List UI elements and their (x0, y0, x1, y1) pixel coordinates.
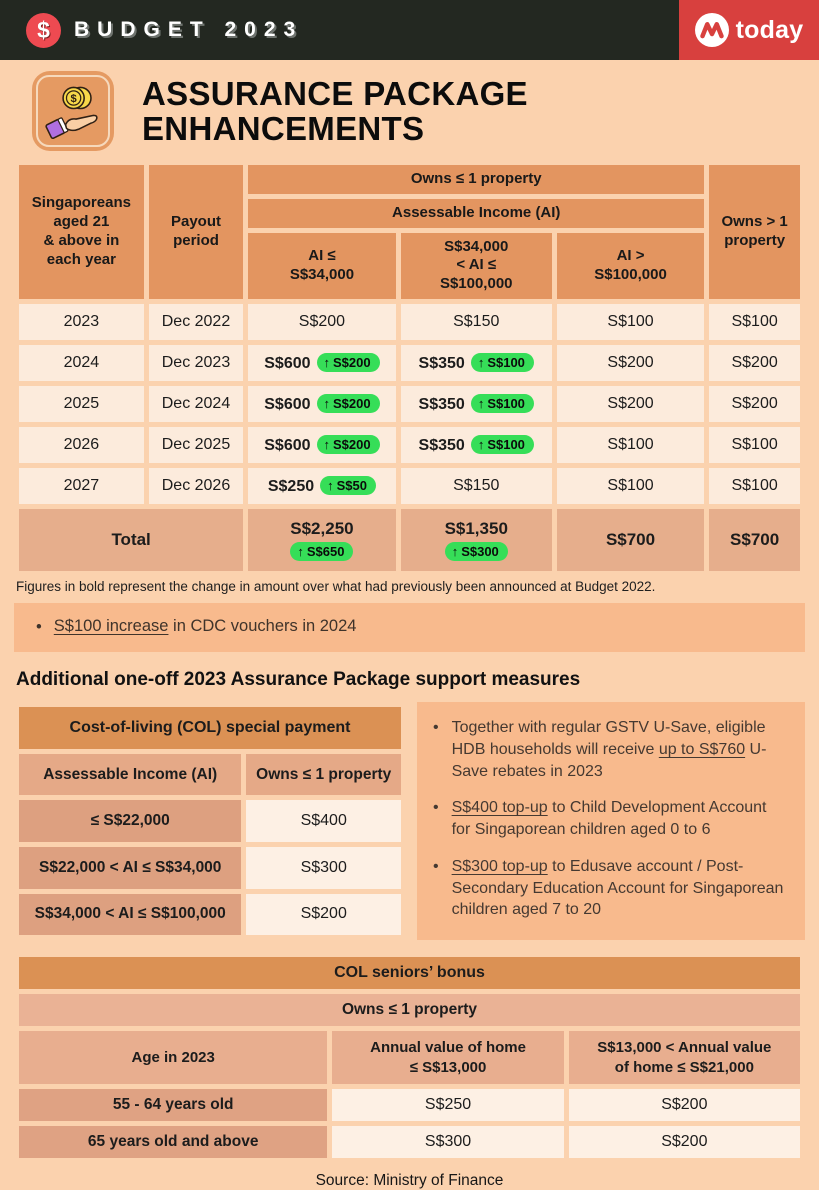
list-item: • Together with regular GSTV U-Save, eligible HDB households will receive up to S$760 U-Save rebates in 2023 (433, 717, 787, 782)
table-row-2024 (19, 345, 800, 381)
increase-pill: ↑ S$200 (317, 435, 380, 454)
amount-cell: S$250 (332, 1089, 563, 1121)
increase-pill: ↑ S$200 (317, 353, 380, 372)
payout-cell: Dec 2026 (149, 468, 244, 504)
col-header-annual-value-high: S$13,000 < Annual value of home ≤ S$21,000 (569, 1031, 800, 1084)
income-band-cell: S$22,000 < AI ≤ S$34,000 (19, 847, 241, 889)
mediacorp-icon (695, 13, 729, 47)
amount-cell: S$100 (557, 427, 704, 463)
year-cell: 2023 (19, 304, 144, 340)
amount-cell: S$200 (557, 386, 704, 422)
assurance-payout-table (14, 160, 805, 576)
col-special-payment-table (14, 702, 406, 940)
bold-figures-note: Figures in bold represent the change in amount over what had previously been announced at Budget 2022. (16, 578, 656, 594)
increase-pill: ↑ S$650 (290, 542, 353, 561)
amount-cell: S$300 (332, 1126, 563, 1158)
source-attribution: Source: Ministry of Finance (315, 1172, 504, 1190)
table-row (19, 894, 401, 936)
amount-cell: S$150 (401, 468, 552, 504)
payout-cell: Dec 2025 (149, 427, 244, 463)
arrow-up-icon: ↑ (323, 354, 331, 370)
amount-cell: S$600 ↑ S$200 (248, 386, 395, 422)
cdc-highlight: S$100 increase (53, 617, 169, 636)
table-row (19, 800, 401, 842)
arrow-up-icon: ↑ (323, 395, 331, 411)
list-item: • S$300 top-up to Edusave account / Post-Secondary Education Account for Singaporean children aged 7 to 20 (433, 856, 787, 921)
col-header-owns-le1-property: Owns ≤ 1 property (248, 165, 704, 194)
arrow-up-icon: ↑ (297, 543, 304, 559)
today-logo-text: today (735, 15, 804, 44)
amount-cell: S$200 (248, 304, 395, 340)
col-header-assessable-income: Assessable Income (AI) (19, 754, 241, 796)
amount-cell: S$200 (569, 1089, 800, 1121)
support-bullets-panel (417, 702, 805, 940)
amount-cell: S$600 ↑ S$200 (248, 427, 395, 463)
col-header-ai-high: AI > S$100,000 (557, 233, 704, 299)
amount-cell: S$100 (709, 427, 800, 463)
col-header-owns-gt1-property: Owns > 1 property (709, 165, 800, 299)
col-table-title: Cost-of-living (COL) special payment (19, 707, 401, 749)
bullet-marker: • (433, 719, 439, 737)
amount-cell: S$350 ↑ S$100 (401, 386, 552, 422)
hero-section (0, 60, 819, 160)
page-title (142, 76, 528, 147)
dollar-glyph: $ (37, 16, 50, 43)
today-logo (679, 0, 819, 60)
amount-cell: S$100 (557, 468, 704, 504)
increase-pill: ↑ S$100 (471, 353, 534, 372)
arrow-up-icon: ↑ (451, 543, 459, 559)
col-header-age: Age in 2023 (19, 1031, 327, 1084)
table-row-2027 (19, 468, 800, 504)
income-band-cell: ≤ S$22,000 (19, 800, 241, 842)
cdc-voucher-callout: • S$100 increase in CDC vouchers in 2024 (14, 603, 805, 652)
bullet-marker: • (433, 857, 439, 875)
dollar-icon (26, 13, 61, 48)
year-cell: 2026 (19, 427, 144, 463)
seniors-owns-le1-band: Owns ≤ 1 property (19, 994, 800, 1026)
age-band-cell: 55 - 64 years old (19, 1089, 327, 1121)
age-band-cell: 65 years old and above (19, 1126, 327, 1158)
arrow-up-icon: ↑ (327, 477, 334, 493)
payout-cell: Dec 2023 (149, 345, 244, 381)
col-header-assessable-income: Assessable Income (AI) (248, 199, 704, 228)
total-amount-cell: S$2,250 ↑ S$650 (248, 509, 395, 571)
table-row (19, 1089, 800, 1121)
col-header-owns-le1: Owns ≤ 1 property (246, 754, 401, 796)
svg-text:$: $ (70, 93, 77, 106)
coin-in-hand-icon (32, 71, 114, 151)
amount-cell: S$250 ↑ S$50 (248, 468, 395, 504)
payout-cell: Dec 2024 (149, 386, 244, 422)
support-measures-section (14, 702, 805, 940)
increase-pill: ↑ S$100 (471, 435, 534, 454)
table-row-total (19, 509, 800, 571)
amount-cell: S$350 ↑ S$100 (401, 345, 552, 381)
total-amount-cell: S$700 (557, 509, 704, 571)
income-band-cell: S$34,000 < AI ≤ S$100,000 (19, 894, 241, 936)
increase-pill: ↑ S$50 (320, 476, 376, 495)
amount-cell: S$100 (557, 304, 704, 340)
page-title-line2: ENHANCEMENTS (142, 110, 425, 147)
amount-cell: S$100 (709, 468, 800, 504)
total-amount-cell: S$700 (709, 509, 800, 571)
table-row-2025 (19, 386, 800, 422)
table-row (19, 1126, 800, 1158)
bullet-marker: • (36, 617, 42, 636)
amount-cell: S$200 (569, 1126, 800, 1158)
top-bar (0, 0, 819, 60)
amount-cell: S$600 ↑ S$200 (248, 345, 395, 381)
section-heading: Additional one-off 2023 Assurance Package support measures (16, 669, 581, 691)
seniors-table-title: COL seniors’ bonus (19, 957, 800, 989)
arrow-up-icon: ↑ (477, 354, 485, 370)
total-amount-cell: S$1,350 ↑ S$300 (401, 509, 552, 571)
amount-cell: S$200 (709, 386, 800, 422)
col-header-annual-value-low: Annual value of home ≤ S$13,000 (332, 1031, 563, 1084)
year-cell: 2027 (19, 468, 144, 504)
increase-pill: ↑ S$300 (445, 542, 508, 561)
table-row-2026 (19, 427, 800, 463)
amount-cell: S$400 (246, 800, 401, 842)
year-cell: 2024 (19, 345, 144, 381)
list-item: • S$400 top-up to Child Development Account for Singaporean children aged 0 to 6 (433, 797, 787, 841)
amount-cell: S$200 (557, 345, 704, 381)
arrow-up-icon: ↑ (323, 436, 331, 452)
budget-title: BUDGET 2023 (74, 18, 304, 41)
col-seniors-bonus-table (14, 952, 805, 1163)
increase-pill: ↑ S$100 (471, 394, 534, 413)
amount-cell: S$100 (709, 304, 800, 340)
arrow-up-icon: ↑ (477, 395, 485, 411)
bullet-marker: • (433, 799, 439, 817)
amount-cell: S$150 (401, 304, 552, 340)
col-header-ai-mid: S$34,000 < AI ≤ S$100,000 (401, 233, 552, 299)
col-header-cohort: Singaporeans aged 21 & above in each year (19, 165, 144, 299)
budget-2023-badge (0, 13, 303, 48)
table-row-2023 (19, 304, 800, 340)
amount-cell: S$200 (246, 894, 401, 936)
amount-cell: S$200 (709, 345, 800, 381)
amount-cell: S$300 (246, 847, 401, 889)
payout-cell: Dec 2022 (149, 304, 244, 340)
col-header-ai-low: AI ≤ S$34,000 (248, 233, 395, 299)
arrow-up-icon: ↑ (477, 436, 485, 452)
page-title-line1: ASSURANCE PACKAGE (142, 74, 528, 112)
increase-pill: ↑ S$200 (317, 394, 380, 413)
amount-cell: S$350 ↑ S$100 (401, 427, 552, 463)
col-header-payout-period: Payout period (149, 165, 244, 299)
total-label: Total (19, 509, 243, 571)
year-cell: 2025 (19, 386, 144, 422)
table-row (19, 847, 401, 889)
